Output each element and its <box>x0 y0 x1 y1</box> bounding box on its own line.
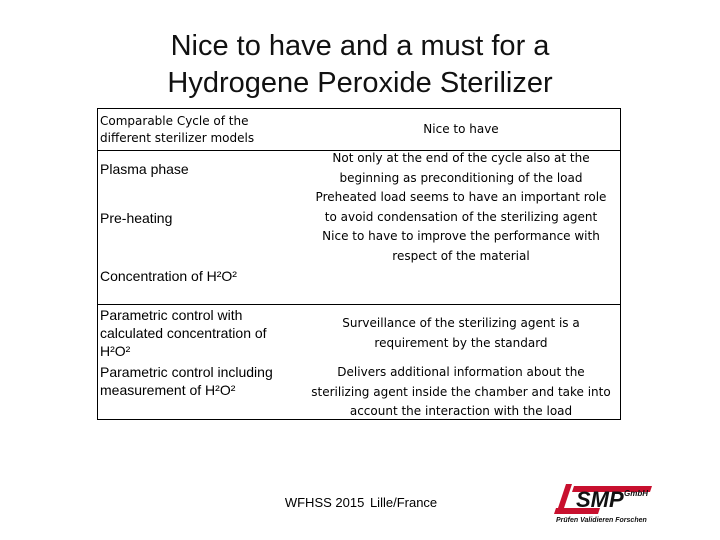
table-cell-additional-information: Delivers additional information about the sterilizing agent inside the chamber and take into account the interaction with the load <box>311 365 611 418</box>
footer-location: Lille/France <box>369 495 438 510</box>
table-header-left: Comparable Cycle of the different sterilizer models <box>100 114 255 145</box>
logo-tagline: Prüfen Validieren Forschen <box>556 517 647 524</box>
smp-logo <box>552 482 658 524</box>
table-header-right: Nice to have <box>423 122 499 136</box>
table-row-plasma-phase: Plasma phase <box>100 161 189 177</box>
logo-brand-suffix: GmbH <box>624 489 648 498</box>
slide-title-line-2: Hydrogene Peroxide Sterilizer <box>167 67 553 99</box>
table-row-parametric-calculated: Parametric control with calculated concentration of H²O² <box>100 307 267 359</box>
logo-brand-name: SMP <box>576 487 624 512</box>
slide-title-line-1: Nice to have and a must for a <box>170 30 550 62</box>
table-cell-surveillance: Surveillance of the sterilizing agent is a requirement by the standard <box>342 316 580 350</box>
comparison-table <box>97 108 621 420</box>
table-row-pre-heating: Pre-heating <box>100 210 173 226</box>
smp-logo-mark <box>554 484 652 524</box>
table-row-concentration: Concentration of H²O² <box>100 268 237 284</box>
table-cell-nice-to-have-details: Not only at the end of the cycle also at the beginning as preconditioning of the load Preheated load seems to have an important role to avoid condensation of the sterilizing agent Nice to have to improve the performance with respect of the material <box>315 151 607 263</box>
slide-title <box>0 28 720 102</box>
table-row-parametric-measurement: Parametric control including measurement of H²O² <box>100 364 273 398</box>
footer-event: WFHSS 2015 <box>284 495 365 510</box>
